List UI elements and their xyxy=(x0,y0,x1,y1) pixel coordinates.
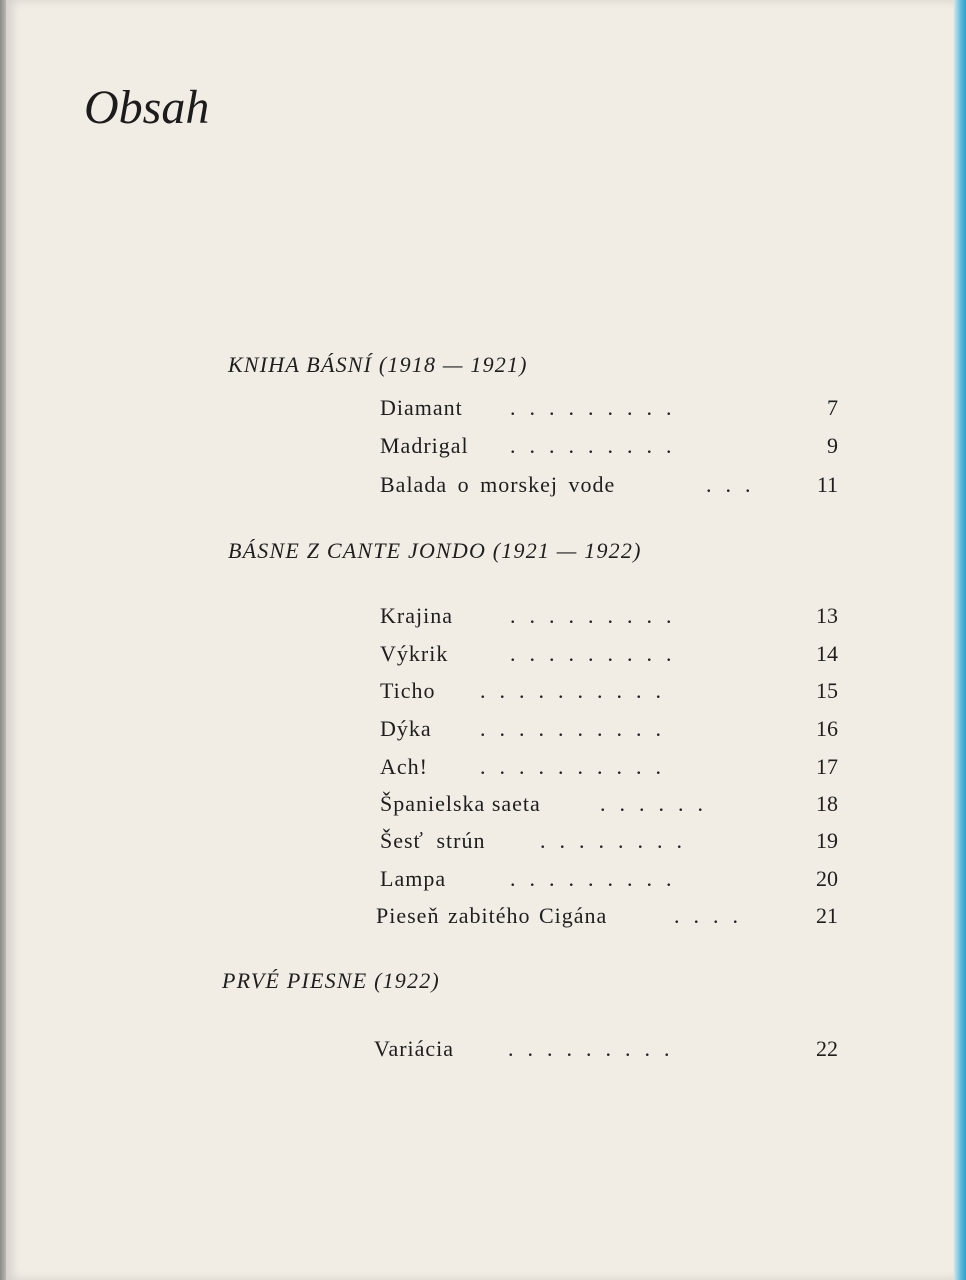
dot-leader: ......... xyxy=(510,433,686,458)
toc-entry xyxy=(376,901,850,931)
entry-title: Výkrik xyxy=(380,641,449,666)
dot-leader: ......... xyxy=(510,866,686,891)
entry-title: Lampa xyxy=(380,866,447,891)
toc-entry xyxy=(380,676,850,706)
dot-leader: ......... xyxy=(510,641,686,666)
entry-title: Pieseň zabitého Cigána xyxy=(376,903,608,928)
dot-leader: .......... xyxy=(480,716,675,741)
toc-entry xyxy=(374,1034,850,1064)
toc-entry xyxy=(380,789,850,819)
dot-leader: .... xyxy=(674,903,752,928)
page-number: 9 xyxy=(827,433,838,458)
book-cover-edge xyxy=(954,0,966,1280)
toc-entry xyxy=(380,714,850,744)
page-number: 22 xyxy=(816,1036,838,1061)
dot-leader: .......... xyxy=(480,754,675,779)
entry-title: Variácia xyxy=(374,1036,455,1061)
dot-leader: .......... xyxy=(480,678,675,703)
entry-title: Krajina xyxy=(380,603,453,628)
entry-title: Ach! xyxy=(380,754,428,779)
toc-entry xyxy=(380,826,850,856)
dot-leader: ......... xyxy=(510,603,686,628)
page-number: 16 xyxy=(816,716,838,741)
page-number: 17 xyxy=(816,754,838,779)
page-number: 14 xyxy=(816,641,838,666)
entry-title: Ticho xyxy=(380,678,436,703)
toc-entry xyxy=(380,639,850,669)
section-heading: BÁSNE Z CANTE JONDO (1921 — 1922) xyxy=(228,538,642,563)
page-number: 19 xyxy=(816,828,838,853)
book-page xyxy=(6,0,954,1280)
entry-title: Španielska saeta xyxy=(380,791,541,816)
dot-leader: ......... xyxy=(508,1036,684,1061)
section-heading: KNIHA BÁSNÍ (1918 — 1921) xyxy=(228,352,528,377)
toc-entry xyxy=(380,431,850,461)
dot-leader: ........ xyxy=(540,828,696,853)
page-number: 21 xyxy=(816,903,838,928)
page-number: 15 xyxy=(816,678,838,703)
page-title: Obsah xyxy=(84,81,210,134)
page-number: 18 xyxy=(816,791,838,816)
dot-leader: ... xyxy=(706,472,765,497)
entry-title: Madrigal xyxy=(380,433,469,458)
entry-title: Diamant xyxy=(380,395,463,420)
toc-entry xyxy=(380,752,850,782)
toc-entry xyxy=(380,470,850,500)
page-number: 20 xyxy=(816,866,838,891)
page-number: 11 xyxy=(816,472,838,497)
toc-entry xyxy=(380,864,850,894)
page-number: 13 xyxy=(816,603,838,628)
entry-title: Balada o morskej vode xyxy=(380,472,616,497)
toc-entry xyxy=(380,601,850,631)
entry-title: Dýka xyxy=(380,716,432,741)
dot-leader: ...... xyxy=(600,791,717,816)
entry-title: Šesť strún xyxy=(380,828,486,853)
page-number: 7 xyxy=(827,395,838,420)
section-heading: PRVÉ PIESNE (1922) xyxy=(222,968,440,993)
toc-entry xyxy=(380,393,850,423)
dot-leader: ......... xyxy=(510,395,686,420)
